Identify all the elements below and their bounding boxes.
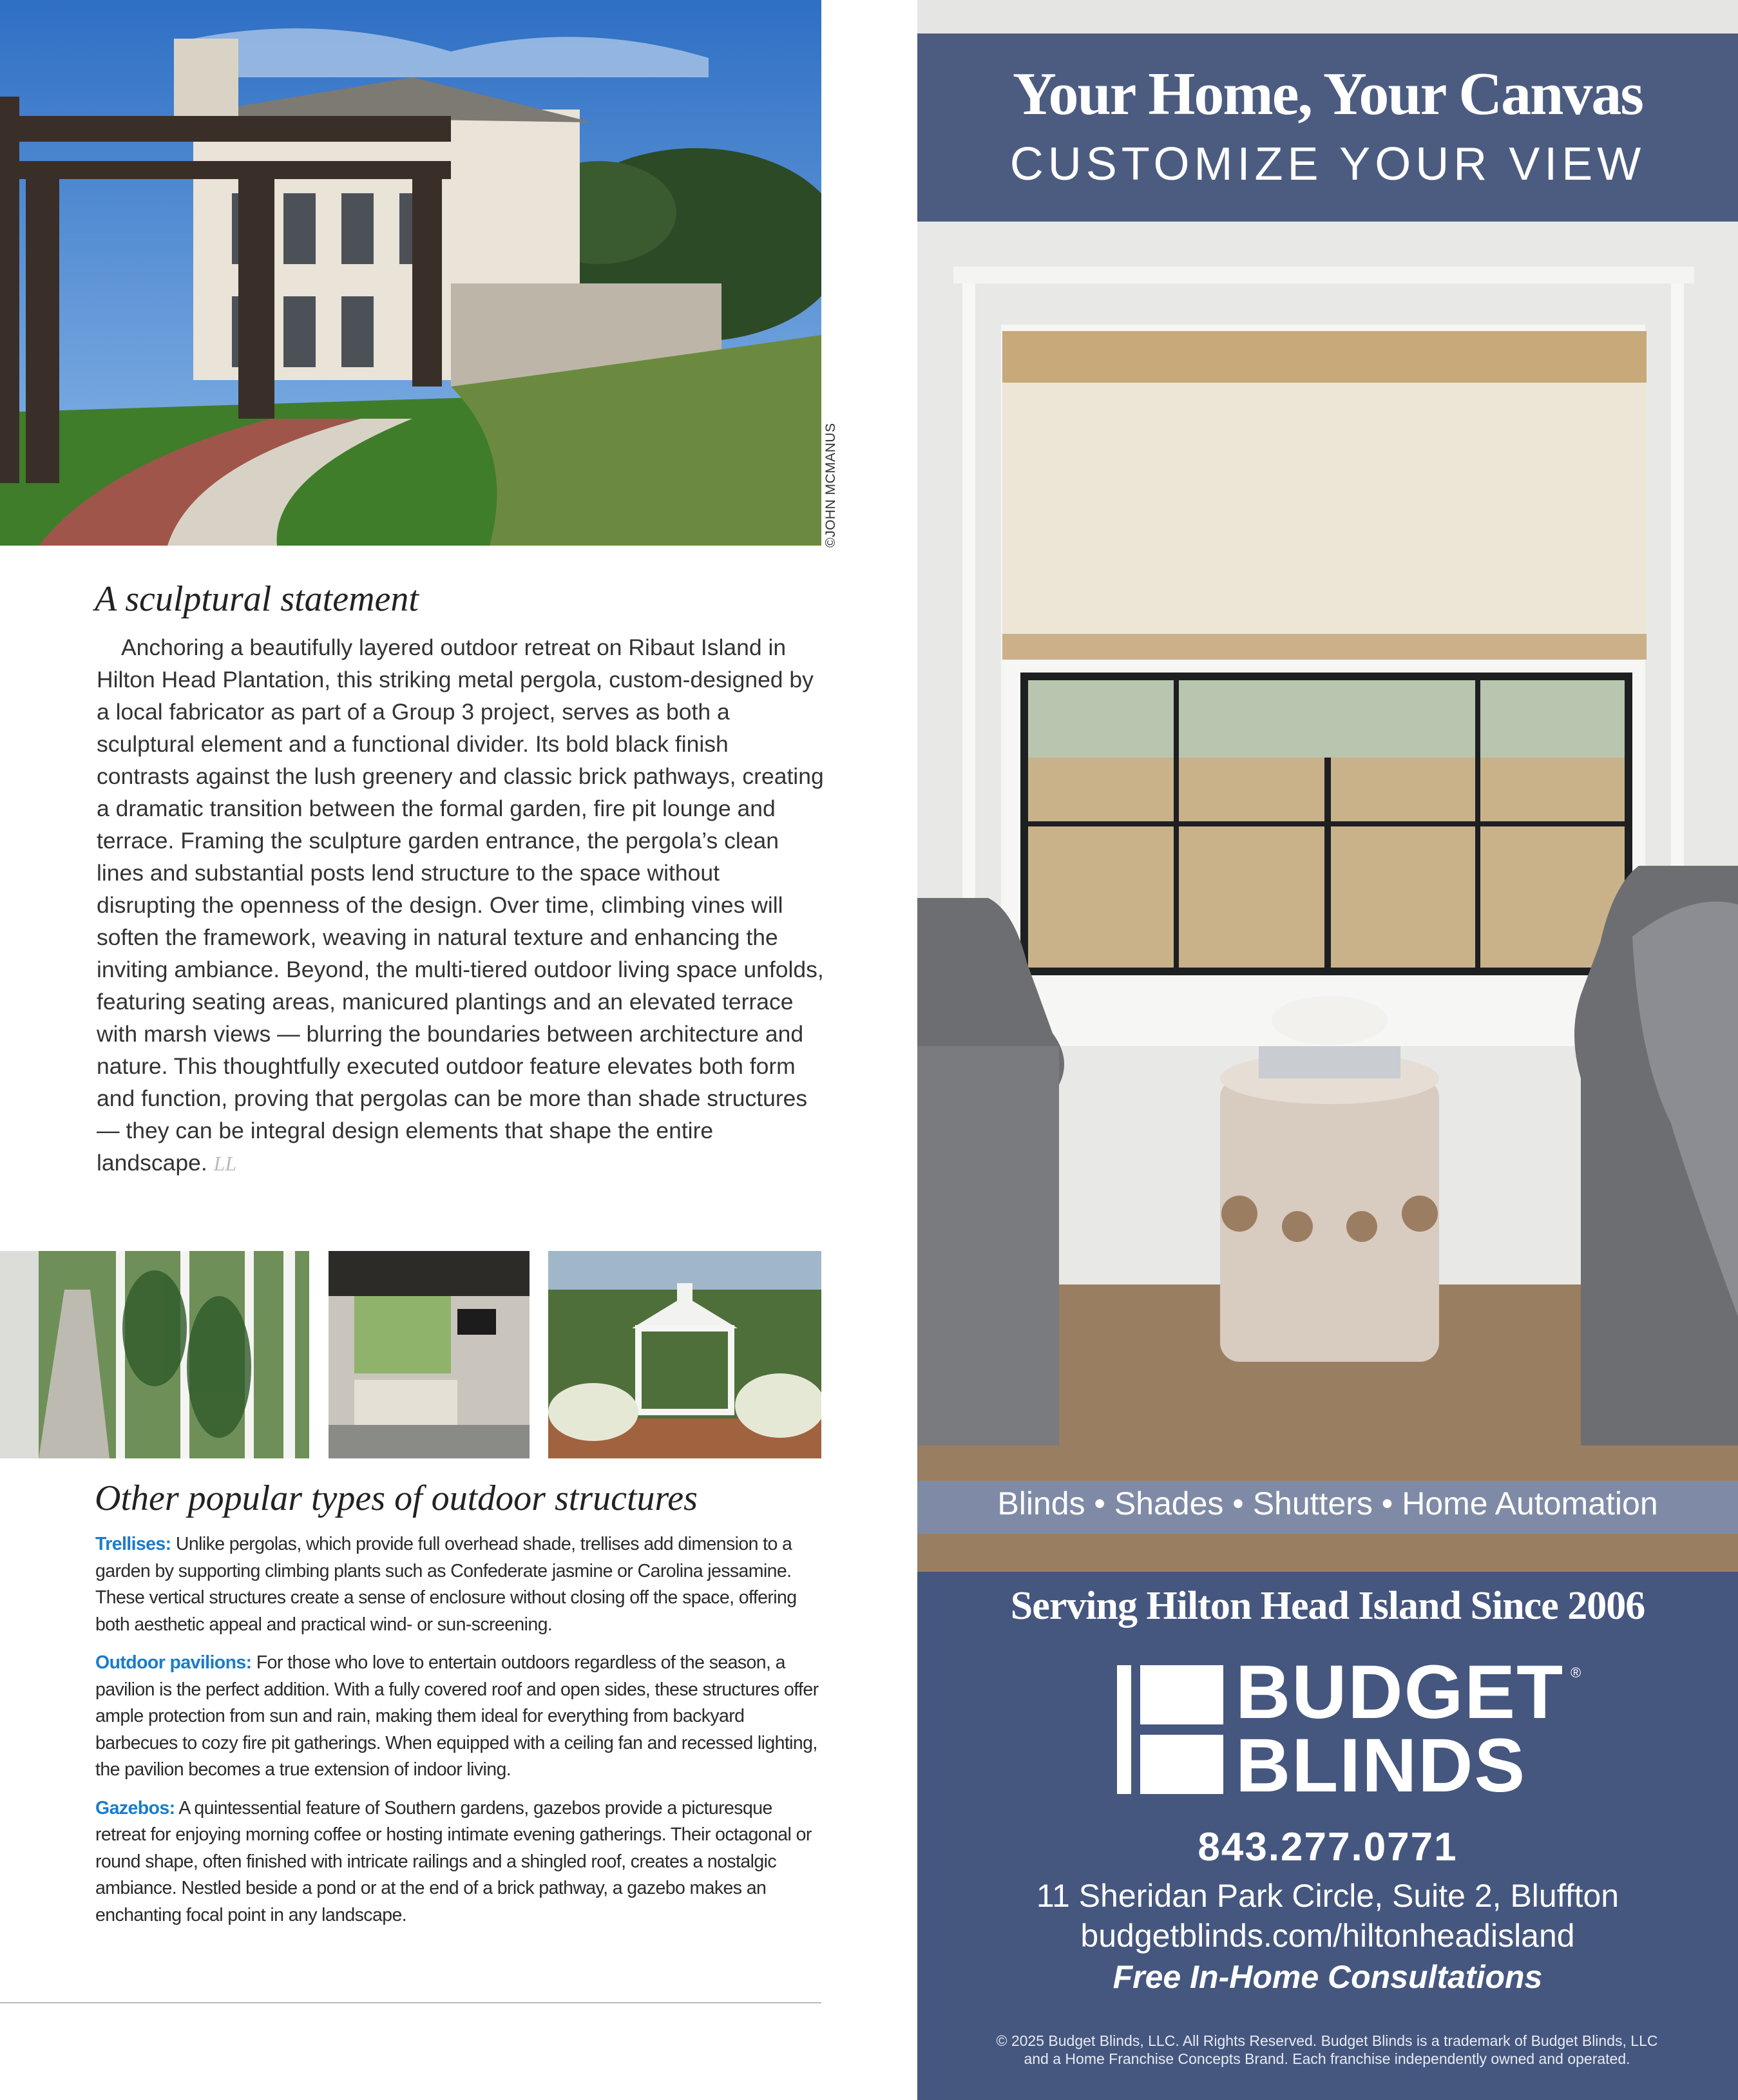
ad-legal [947,2032,1707,2068]
legal-line: and a Home Franchise Concepts Brand. Each franchise independently owned and operated. [1024,2050,1630,2067]
pergola-photo [0,0,821,546]
item-text: For those who love to entertain outdoors regardless of the season, a pavilion is the perfect addition. With a fully covered roof and open sides, these structures offer ample protection from sun and rain, making them ideal for everything from backyard barbecues to cozy fire pit gatherings. When equipped with a ceiling fan and recessed lighting, the pavilion becomes a true extension of indoor living. [95,1652,819,1780]
legal-line: © 2025 Budget Blinds, LLC. All Rights Reserved. Budget Blinds is a trademark of Budget Blinds, LLC [996,2032,1658,2049]
item-text: A quintessential feature of Southern gardens, gazebos provide a picturesque retreat for enjoying morning coffee or hosting intimate evening gatherings. Their octagonal or round shape, often finished with intricate railings and a shingled roof, creates a nostalgic ambiance. Nestled beside a pond or at the end of a brick pathway, a gazebo makes an enchanting focal point in any landscape. [95,1797,812,1925]
budget-blinds-logo-icon [1117,1665,1223,1794]
list-item [95,1795,825,1929]
ad-consultations: Free In-Home Consultations [1113,1959,1543,1995]
ad-tagline: Blinds • Shades • Shutters • Home Automation [997,1485,1658,1522]
pavilion-photo [329,1251,530,1458]
registered-mark: ® [1571,1665,1581,1681]
item-label: Gazebos: [95,1797,175,1818]
article-body [97,631,825,1179]
brand-name-line2: BLINDS [1236,1723,1527,1808]
ad-phone[interactable]: 843.277.0771 [1198,1825,1458,1869]
article-body-text: Anchoring a beautifully layered outdoor retreat on Ribaut Island in Hilton Head Plantation, this striking metal pergola, custom-designed by a local fabricator as part of a Group 3 project, serves as both a sculptural element and a functional divider. Its bold black finish contrasts against the lush greenery and classic brick pathways, creating a dramatic transition between the formal garden, fire pit lounge and terrace. Framing the sculpture garden entrance, the pergola’s clean lines and substantial posts lend structure to the space without disrupting the openness of the design. Over time, climbing vines will soften the framework, weaving in natural texture and enhancing the inviting ambiance. Beyond, the multi-tiered outdoor living space unfolds, featuring seating areas, manicured plantings and an elevated terrace with marsh views — blurring the boundaries between architecture and nature. This thoughtfully executed outdoor feature elevates both form and function, proving that pergolas can be more than shade structures — they can be integral design elements that shape the entire landscape. [97,635,824,1176]
ad-title: Your Home, Your Canvas [1013,61,1643,128]
end-mark: LL [213,1152,237,1175]
ad-subtitle: CUSTOMIZE YOUR VIEW [1009,138,1646,190]
ad-address: 11 Sheridan Park Circle, Suite 2, Bluffton [1036,1878,1619,1914]
trellis-photo [0,1251,309,1458]
gazebo-photo [548,1251,821,1458]
list-item [95,1650,825,1784]
article-heading: A sculptural statement [95,579,419,619]
brand-name-line1: BUDGET [1236,1650,1565,1735]
structures-heading: Other popular types of outdoor structures [95,1478,698,1518]
item-label: Trellises: [95,1534,171,1554]
structures-list [95,1531,825,1940]
list-item [95,1531,825,1638]
ad-serving: Serving Hilton Head Island Since 2006 [1010,1584,1645,1628]
photo-credit: ©JOHN MCMANUS [823,423,838,548]
divider [0,2002,821,2003]
item-text: Unlike pergolas, which provide full overhead shade, trellises add dimension to a garden by supporting climbing plants such as Confederate jasmine or Carolina jessamine. These vertical structures create a sense of enclosure without closing off the space, offering both aesthetic appeal and practical wind- or sun-screening. [95,1534,797,1635]
item-label: Outdoor pavilions: [95,1652,252,1673]
ad-website-link[interactable]: budgetblinds.com/hiltonheadisland [1080,1918,1575,1954]
room-photo [917,222,1738,1572]
